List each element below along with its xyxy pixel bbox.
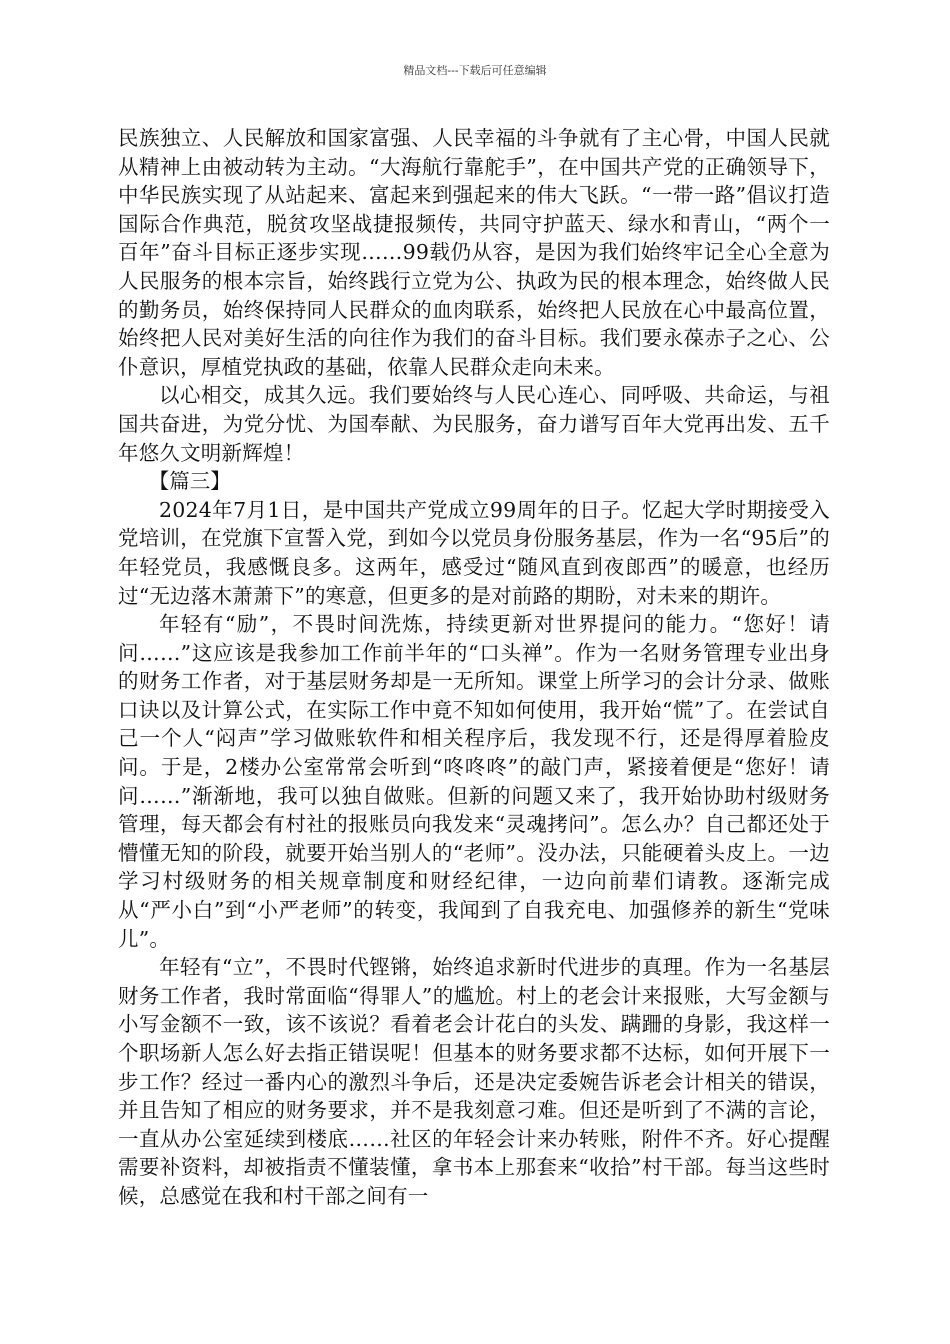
section-heading: 【篇三】 xyxy=(148,469,231,494)
page-header: 精品文档---下载后可任意编辑 xyxy=(403,64,547,77)
paragraph: 年轻有“立”，不畏时代铿锵，始终追求新时代进步的真理。作为一名基层财务工作者，我时常面临“得罪人”的尴尬。村上的老会计来报账，大写金额与小写金额不一致，该不该说？看着老会计花白的头发、蹒跚的身影，我这样一个职场新人怎么好去指正错误呢！但基本的财务要求都不达标，如何开展下一步工作？经过一番内心的激烈斗争后，还是决定委婉告诉老会计相关的错误，并且告知了相应的财务要求，并不是我刻意刁难。但还是听到了不满的言论，一直从办公室延续到楼底……社区的年轻会计来办转账，附件不齐。好心提醒需要补资料，却被指责不懂装懂，拿书本上那套来“收拾”村干部。每当这些时候，总感觉在我和村干部之间有一 xyxy=(118,955,830,1208)
paragraph: 年轻有“励”，不畏时间洗炼，持续更新对世界提问的能力。“您好！请问……”这应该是我参加工作前半年的“口头禅”。作为一名财务管理专业出身的财务工作者，对于基层财务却是一无所知。课堂上所学习的会计分录、做账口诀以及计算公式，在实际工作中竟不知如何使用，我开始“慌”了。在尝试自己一个人“闷声”学习做账软件和相关程序后，我发现不行，还是得厚着脸皮问。于是，2楼办公室常常会听到“咚咚咚”的敲门声，紧接着便是“您好！请问……”渐渐地，我可以独自做账。但新的问题又来了，我开始协助村级财务管理，每天都会有村社的报账员向我发来“灵魂拷问”。怎么办？自己都还处于懵懂无知的阶段，就要开始当别人的“老师”。没办法，只能硬着头皮上。一边学习村级财务的相关规章制度和财经纪律，一边向前辈们请教。逐渐完成从“严小白”到“小严老师”的转变，我闻到了自我充电、加强修养的新生“党味儿”。 xyxy=(118,612,830,951)
document-body xyxy=(118,124,830,1211)
paragraph-continuation: 民族独立、人民解放和国家富强、人民幸福的斗争就有了主心骨，中国人民就从精神上由被动转为主动。“大海航行靠舵手”，在中国共产党的正确领导下，中华民族实现了从站起来、富起来到强起来的伟大飞跃。“一带一路”倡议打造国际合作典范，脱贫攻坚战捷报频传，共同守护蓝天、绿水和青山，“两个一百年”奋斗目标正逐步实现……99载仍从容，是因为我们始终牢记全心全意为人民服务的根本宗旨，始终践行立党为公、执政为民的根本理念，始终做人民的勤务员，始终保持同人民群众的血肉联系，始终把人民放在心中最高位置，始终把人民对美好生活的向往作为我们的奋斗目标。我们要永葆赤子之心、公仆意识，厚植党执政的基础，依靠人民群众走向未来。 xyxy=(118,126,830,379)
paragraph: 以心相交，成其久远。我们要始终与人民心连心、同呼吸、共命运，与祖国共奋进，为党分忧、为国奉献、为民服务，奋力谱写百年大党再出发、五千年悠久文明新辉煌！ xyxy=(118,383,830,465)
paragraph: 2024年7月1日，是中国共产党成立99周年的日子。忆起大学时期接受入党培训，在党旗下宣誓入党，到如今以党员身份服务基层，作为一名“95后”的年轻党员，我感慨良多。这两年，感受过“随风直到夜郎西”的暖意，也经历过“无边落木萧萧下”的寒意，但更多的是对前路的期盼，对未来的期许。 xyxy=(118,497,830,608)
